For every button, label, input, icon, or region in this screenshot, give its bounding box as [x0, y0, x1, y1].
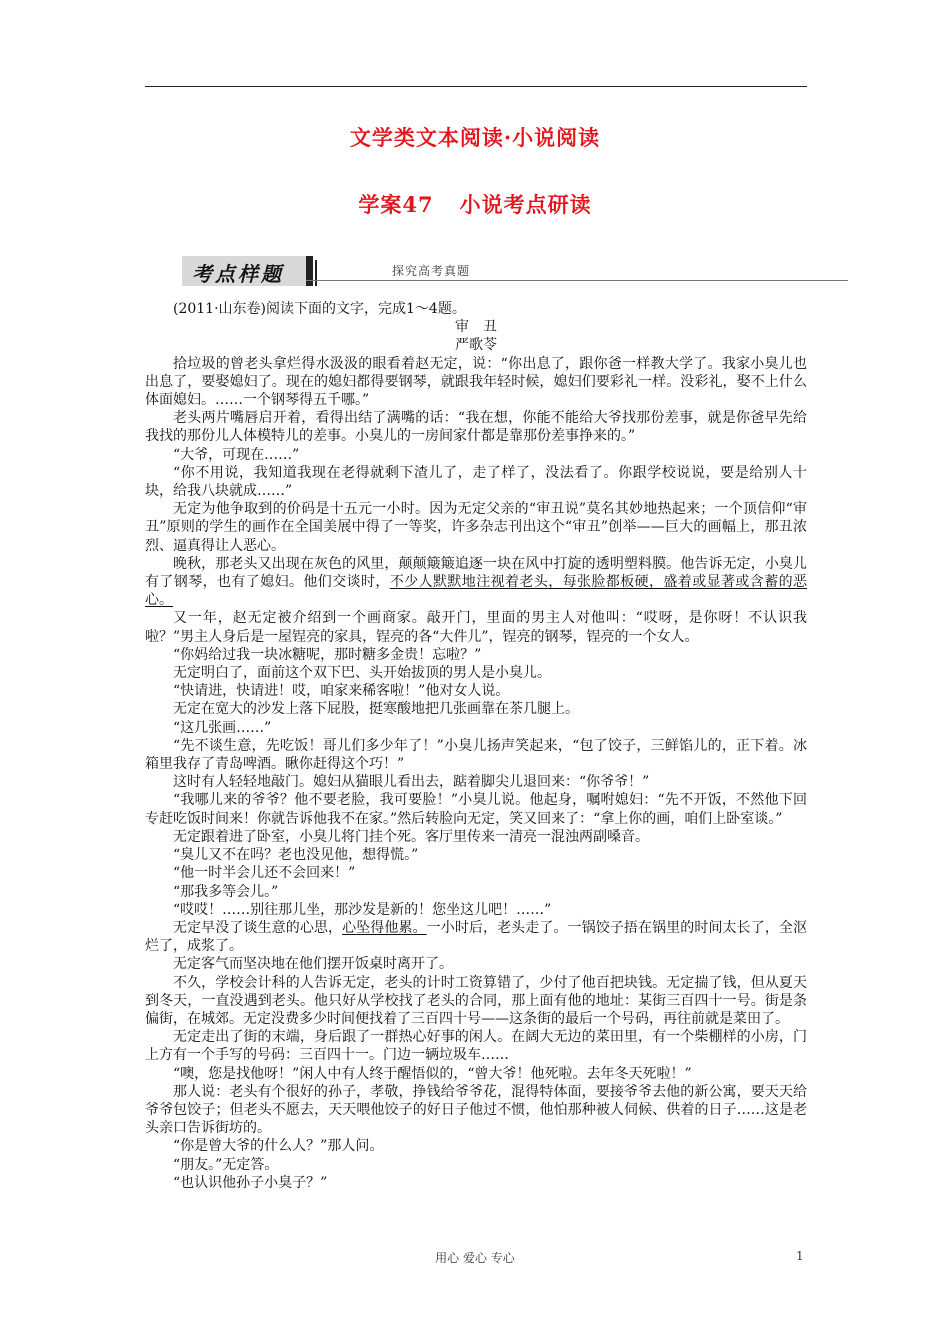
story-paragraph: [145, 1083, 807, 1138]
story-paragraph: [145, 682, 807, 700]
lesson-title: 小说考点研读: [459, 192, 592, 217]
paragraph-text: 那人说：老头有个很好的孙子，孝敬，挣钱给爷爷花，混得特体面，要接爷爷去他的新公寓，要天天给爷爷包饺子；但老头不愿去，天天喂他饺子的好日子他过不惯，他怕那种被人伺候、供着的日子……这是老头亲口告诉街坊的。: [145, 1083, 807, 1137]
story-title: 审 丑: [455, 319, 497, 336]
paragraph-text: 不久，学校会计科的人告诉无定，老头的计时工资算错了，少付了他百把块钱。无定揣了钱，但从夏天到冬天，一直没遇到老头。他只好从学校找了老头的合同，那上面有他的地址：某街三百四十一号。街是条偏街，在城郊。无定没费多少时间便找着了三百四十号——这条街的最后一个号码，再往前就是菜田了。: [145, 974, 807, 1027]
paragraph-text: “先不谈生意，先吃饭！哥儿们多少年了！”小臭儿扬声笑起来，“包了饺子，三鲜馅儿的，正下着。冰箱里我存了青岛啤酒。瞅你赶得这个巧！”: [145, 737, 807, 773]
paragraph-text: “那我多等会儿。”: [173, 883, 279, 900]
story-paragraph: [145, 1174, 807, 1192]
story-paragraph: [145, 609, 807, 645]
paragraph-text: “也认识他孙子小臭子？”: [173, 1174, 328, 1191]
banner-tab: [182, 256, 306, 286]
paragraph-text: “你是曾大爷的什么人？”那人问。: [173, 1138, 384, 1155]
underlined-text: 不少人默默地注视着老头，每张脸都板硬，盛着或显著或含蓄的恶心。: [145, 574, 808, 609]
story-paragraph: [145, 919, 807, 955]
paragraph-text: 无定明白了，面前这个双下巴、头开始拔顶的男人是小臭儿。: [173, 665, 551, 682]
paragraph-text: 拾垃圾的曾老头拿烂得水汲汲的眼看着赵无定，说：“你出息了，跟你爸一样教大学了。我家小臭儿也出息了，要娶媳妇了。现在的媳妇都得要钢琴，就跟我年轻时候，媳妇们要彩礼一样。没彩礼，娶不上什么体面媳妇。……一个钢琴得五千哪。”: [145, 355, 807, 409]
banner-rule: [306, 280, 848, 281]
paragraph-text: “臭儿又不在吗？老也没见他，想得慌。”: [173, 847, 419, 864]
footer-motto: 用心 爱心 专心: [435, 1251, 515, 1265]
story-paragraph: [145, 974, 807, 1029]
paragraph-text: 无定跟着进了卧室，小臭儿将门挂个死。客厅里传来一清亮一混浊两副嗓音。: [173, 828, 649, 845]
paragraph-text: “噢，您是找他呀！”闲人中有人终于醒悟似的，“曾大爷！他死啦。去年冬天死啦！”: [173, 1065, 692, 1082]
paragraph-text: “快请进，快请进！哎，咱家来稀客啦！”他对女人说。: [173, 683, 510, 700]
story-paragraph: [145, 664, 807, 682]
story-paragraph: [145, 1028, 807, 1064]
paragraph-text: “我哪儿来的爷爷？他不要老脸，我可要脸！”小臭儿说。他起身，嘱咐媳妇：“先不开饭，不然他下回专赶吃饭时间来！你就告诉他我不在家。”然后转脸向无定，笑又回来了：“拿上你的画，咱们上卧室谈。”: [145, 792, 807, 827]
paragraph-text: “哎哎！……别往那儿坐，那沙发是新的！您坐这儿吧！……”: [173, 901, 552, 918]
article-body: [145, 300, 807, 1192]
paragraph-text: 这时有人轻轻地敲门。媳妇从猫眼儿看出去，踮着脚尖儿退回来：“你爷爷！”: [173, 774, 650, 791]
story-paragraph: [145, 846, 807, 864]
story-paragraph: [145, 464, 807, 500]
paragraph-text: “大爷，可现在……”: [173, 446, 300, 463]
header-rule: [145, 86, 807, 87]
story-paragraph: [145, 737, 807, 773]
question-intro: (2011·山东卷)阅读下面的文字，完成1～4题。: [173, 301, 466, 317]
story-paragraph: [145, 828, 807, 846]
paragraph-text: 又一年，赵无定被介绍到一个画商家。敲开门，里面的男主人对他叫：“哎呀，是你呀！不认识我啦？”男主人身后是一屋锃亮的家具，锃亮的各“大件儿”，锃亮的钢琴，锃亮的一个女人。: [145, 610, 807, 645]
story-paragraph: [145, 791, 807, 827]
story-paragraph: [145, 719, 807, 737]
story-paragraph: [145, 1156, 807, 1174]
paragraph-text: 晚秋，那老头又出现在灰色的风里，颠颠簸簸追逐一块在风中打旋的透明塑料膜。他告诉无定，小臭儿有了钢琴，也有了媳妇。他们交谈时，: [145, 555, 807, 591]
lesson-number: 学案47: [358, 192, 434, 217]
paragraph-text: “他一时半会儿还不会回来！”: [173, 865, 356, 882]
story-author: 严歌苓: [455, 337, 497, 354]
banner-label: 探究高考真题: [392, 264, 471, 278]
banner-divider: [306, 256, 313, 286]
story-paragraph: [145, 555, 807, 610]
paragraph-text: 无定早没了谈生意的心思，: [173, 919, 343, 936]
story-paragraph: [145, 446, 807, 464]
story-paragraph: [145, 1065, 807, 1083]
paragraph-text: 无定为他争取到的价码是十五元一小时。因为无定父亲的“审丑说”莫名其妙地热起来；一个顶信仰“审丑”原则的学生的画作在全国美展中得了一等奖，许多杂志刊出这个“审丑”创举——巨大的画幅上，那丑浓烈、逼真得让人恶心。: [145, 501, 807, 554]
paragraph-text: 无定在宽大的沙发上落下屁股，挺寒酸地把几张画靠在茶几腿上。: [173, 701, 579, 718]
banner-tab-label: 考点样题: [192, 262, 284, 286]
document-title: 文学类文本阅读·小说阅读: [349, 125, 601, 150]
story-paragraph: [145, 700, 807, 718]
paragraph-text: “你妈给过我一块冰糖呢，那时糖多金贵！忘啦？”: [173, 646, 482, 663]
story-paragraph: [145, 901, 807, 919]
story-paragraph: [145, 355, 807, 410]
paragraph-text: 老头两片嘴唇启开着，看得出结了满嘴的话：“我在想，你能不能给大爷找那份差事，就是你爸早先给我找的那份儿人体模特儿的差事。小臭儿的一房间家什都是靠那份差事挣来的。”: [145, 410, 807, 445]
story-paragraph: [145, 409, 807, 445]
paragraph-text: 无定客气而坚决地在他们摆开饭桌时离开了。: [173, 956, 453, 973]
story-paragraph: [145, 955, 807, 973]
lesson-heading: [0, 189, 950, 219]
banner-divider-thin: [315, 260, 317, 286]
story-paragraph: [145, 864, 807, 882]
section-banner: [182, 256, 848, 286]
story-paragraph: [145, 773, 807, 791]
paragraph-text: “这几张画……”: [173, 719, 272, 736]
story-paragraph: [145, 500, 807, 555]
story-paragraph: [145, 883, 807, 901]
underlined-text: 心坠得他累。: [342, 919, 427, 936]
story-paragraph: [145, 646, 807, 664]
paragraph-text: “朋友。”无定答。: [173, 1156, 279, 1173]
story-paragraph: [145, 1137, 807, 1155]
paragraph-text: 无定走出了街的末端，身后跟了一群热心好事的闲人。在阔大无边的菜田里，有一个柴棚样的小房，门上方有一个手写的号码：三百四十一。门边一辆垃圾车……: [145, 1029, 807, 1064]
paragraph-text: “你不用说，我知道我现在老得就剩下渣儿了，走了样了，没法看了。你跟学校说说，要是给别人十块，给我八块就成……”: [145, 464, 807, 500]
page-number: 1: [796, 1249, 804, 1263]
paragraph-text-after: 一小时后，老头走了。一锅饺子捂在锅里的时间太长了，全沤烂了，成浆了。: [145, 919, 808, 955]
story-paragraphs: [145, 355, 807, 1192]
